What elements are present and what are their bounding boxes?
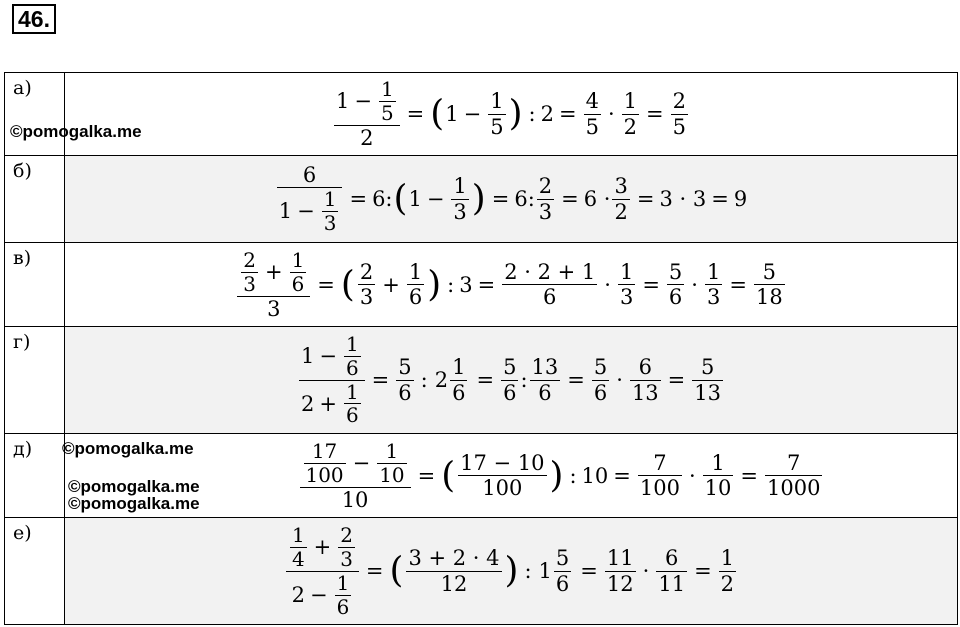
watermark: ©pomogalka.me <box>68 477 200 496</box>
row-label: г) <box>13 331 31 353</box>
equation: $\frac{17}{100}$ − $\frac{1}{10}$ 10 = ( $\frac{17 - 10}{100}$ ) : 10 = $\frac{7}{100}$ · $\frac{1}{10}$ = $\frac{7}{1000}$ <box>65 434 957 517</box>
equation: 6 1 − $\frac{1}{3}$ = 6: ( 1 − $\frac{1}{3}$ ) = 6: $\frac{2}{3}$ = 6 · $\frac{3}{2}$ = 3 · 3 = 9 <box>278 162 748 236</box>
label-cell <box>5 73 65 155</box>
table-row <box>4 242 958 326</box>
fraction: $\frac{17}{100}$ − $\frac{1}{10}$ 10 <box>300 439 411 512</box>
watermark: ©pomogalka.me <box>62 439 194 458</box>
label-cell <box>5 243 65 326</box>
fraction: 1 − $\frac{1}{6}$ 2 + $\frac{1}{6}$ <box>299 333 365 428</box>
row-label: б) <box>13 160 32 182</box>
table-row <box>4 517 958 625</box>
row-label: е) <box>13 522 32 544</box>
table-row <box>4 326 958 433</box>
label-cell <box>5 156 65 242</box>
row-label: а) <box>13 77 32 99</box>
label-cell <box>5 518 65 624</box>
row-label: д) <box>13 438 33 460</box>
equation: $\frac{2}{3}$ + $\frac{1}{6}$ 3 = ( $\frac{2}{3}$ + $\frac{1}{6}$ ) : 3 = $\frac{2 \cdot 2 + 1}{6}$ · $\frac{1}{3}$ = $\frac{5}{6}$ · $\frac{1}{3}$ = $\frac{5}{18}$ <box>65 243 957 326</box>
watermark: ©pomogalka.me <box>10 122 142 141</box>
label-cell <box>5 434 65 517</box>
equation: $\frac{1}{4}$ + $\frac{2}{3}$ 2 − $\frac{1}{6}$ = ( $\frac{3 + 2 \cdot 4}{12}$ ) : 1 $\frac{5}{6}$ = $\frac{11}{12}$ · $\frac{6}{11}$ = $\frac{1}{2}$ <box>65 518 957 624</box>
fraction: 6 1 − $\frac{1}{3}$ <box>277 163 343 235</box>
fraction: $\frac{1}{4}$ + $\frac{2}{3}$ 2 − $\frac{1}{6}$ <box>286 523 359 619</box>
label-cell <box>5 327 65 433</box>
watermark: ©pomogalka.me <box>68 494 200 513</box>
problem-number: 46. <box>12 4 56 34</box>
row-label: в) <box>13 247 32 269</box>
fraction: 1 − $\frac{1}{5}$ 2 <box>334 78 400 150</box>
table-row <box>4 72 958 155</box>
equation: 1 − $\frac{1}{5}$ 2 = ( 1 − $\frac{1}{5}$ ) : 2 = $\frac{4}{5}$ · $\frac{1}{2}$ = $\frac{2}{5}$ <box>336 76 686 150</box>
solutions-table <box>4 72 958 625</box>
equation: 1 − $\frac{1}{6}$ 2 + $\frac{1}{6}$ = $\frac{5}{6}$ : 2 $\frac{1}{6}$ = $\frac{5}{6}$ : $\frac{13}{6}$ = $\frac{5}{6}$ · $\frac{6}{13}$ = $\frac{5}{13}$ <box>300 331 722 428</box>
table-row <box>4 155 958 242</box>
fraction: $\frac{2}{3}$ + $\frac{1}{6}$ 3 <box>237 248 310 321</box>
